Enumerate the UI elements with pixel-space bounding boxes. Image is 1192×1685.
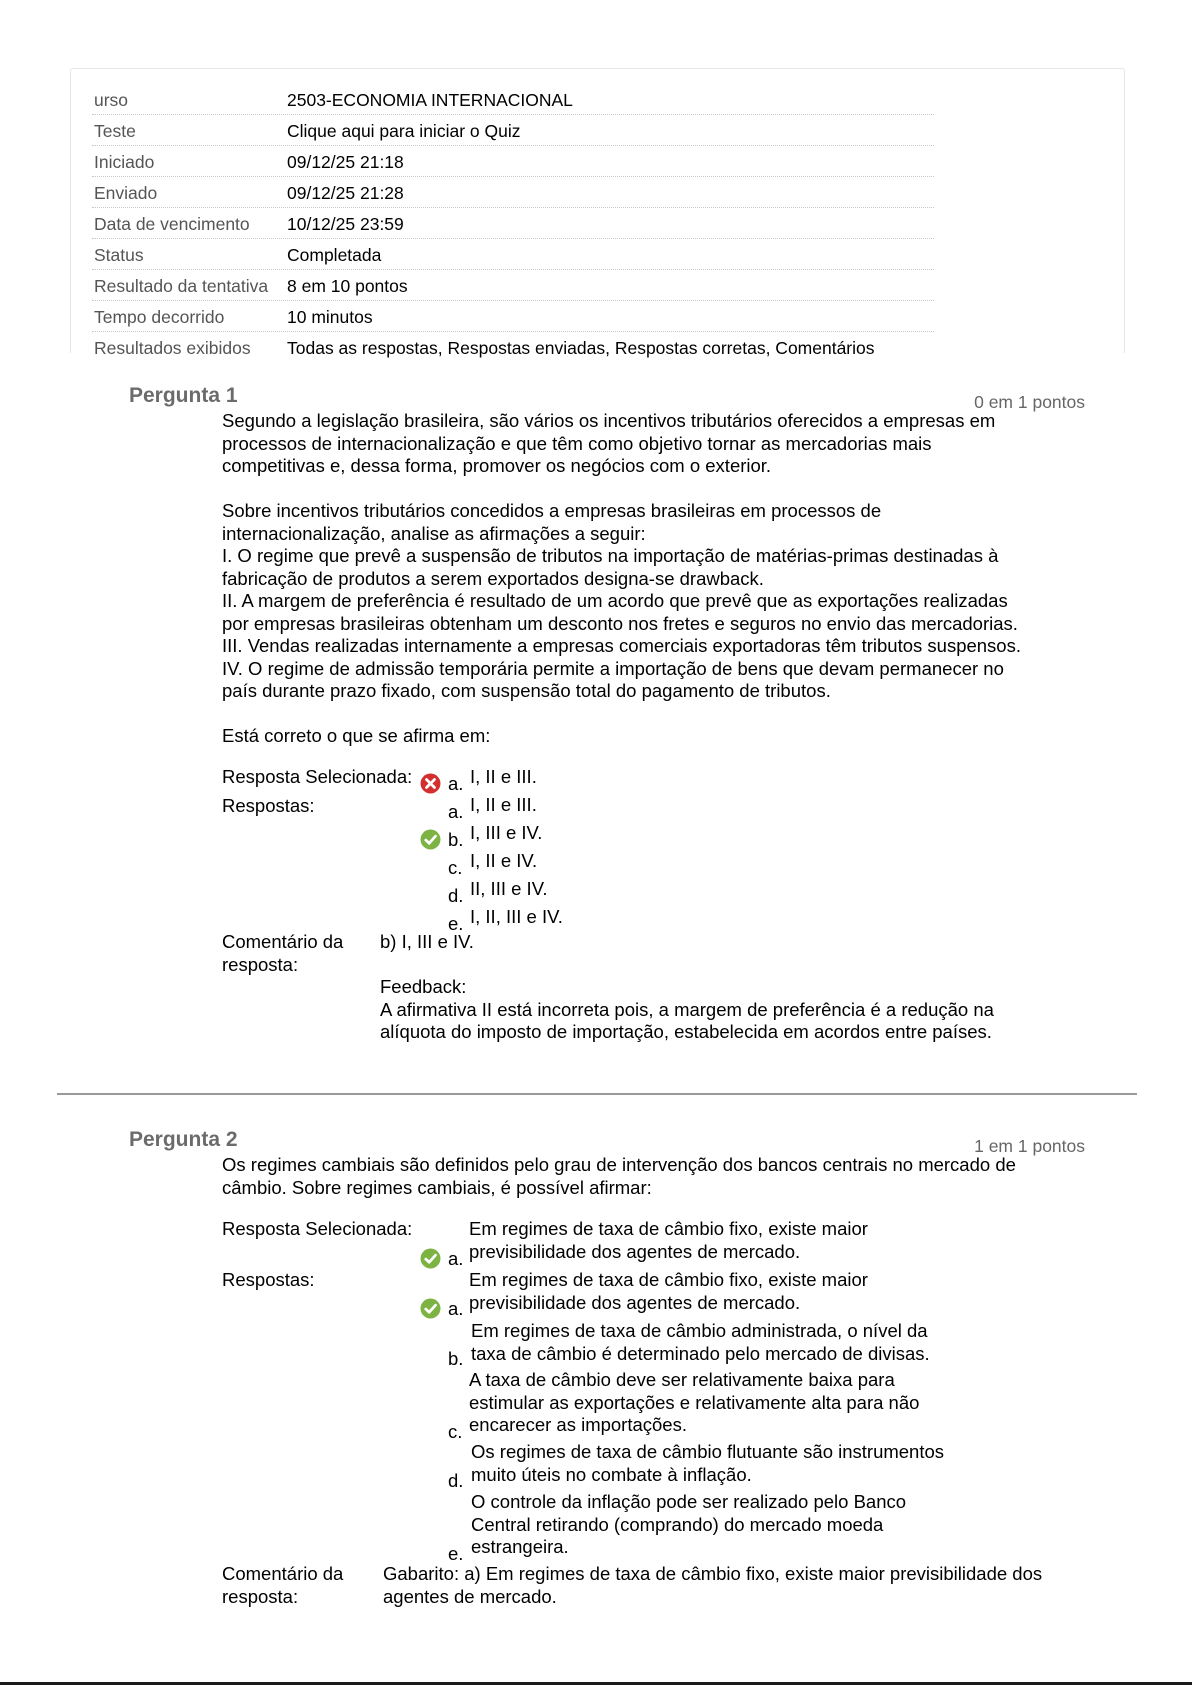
answers-label: Respostas:: [222, 795, 315, 816]
attempt-summary-table: [92, 84, 934, 362]
option-letter: c.: [448, 857, 463, 878]
option-text: I, II e III.: [470, 794, 537, 815]
summary-value: 09/12/25 21:28: [287, 183, 404, 203]
selected-option-text: Em regimes de taxa de câmbio fixo, existe maior previsibilidade dos agentes de mercado.: [469, 1218, 868, 1262]
summary-value: Clique aqui para iniciar o Quiz: [287, 121, 521, 141]
summary-label: Iniciado: [94, 152, 155, 172]
selected-option-letter: a.: [448, 773, 464, 794]
correct-check-icon: [420, 1248, 441, 1269]
answers-label: Respostas:: [222, 1269, 315, 1290]
question-1-text: Segundo a legislação brasileira, são vários os incentivos tributários oferecidos a empresas em processos de internacionalização e que têm como objetivo tornar as mercadorias mais competitivas e, dessa forma, promover os negócios com o exterior. Sobre incentivos tributários concedidos a empresas brasileiras em processos de internacionalização, analise as afirmações a seguir: I. O regime que prevê a suspensão de tributos na importação de matérias-primas destinadas à fabricação de produtos a serem exportados designa-se drawback. II. A margem de preferência é resultado de um acordo que prevê que as exportações realizadas por empresas brasileiras obtenham um desconto nos fretes e seguros no envio das mercadorias. III. Vendas realizadas internamente a empresas comerciais exportadoras têm tributos suspensos. IV. O regime de admissão temporária permite a importação de bens que devam permanecer no país durante prazo fixado, com suspensão total do pagamento de tributos. Está correto o que se afirma em:: [222, 410, 1021, 746]
option-text: I, II, III e IV.: [470, 906, 563, 927]
question-1-feedback: b) I, III e IV. Feedback: A afirmativa II está incorreta pois, a margem de preferência é a redução na alíquota do imposto de importação, estabelecida em acordos entre países.: [380, 931, 994, 1042]
option-letter: d.: [448, 1470, 464, 1491]
summary-value: 8 em 10 pontos: [287, 276, 408, 296]
option-letter: a.: [448, 801, 464, 822]
summary-label: Teste: [94, 121, 136, 141]
option-letter: e.: [448, 1543, 464, 1564]
summary-row-submitted: [92, 177, 934, 208]
summary-value: 10/12/25 23:59: [287, 214, 404, 234]
summary-value: 2503-ECONOMIA INTERNACIONAL: [287, 90, 573, 110]
question-2-title: Pergunta 2: [129, 1128, 238, 1151]
summary-value: 09/12/25 21:18: [287, 152, 404, 172]
option-letter: d.: [448, 885, 464, 906]
summary-row-due-date: [92, 208, 934, 239]
summary-value: 10 minutos: [287, 307, 373, 327]
summary-label: Data de vencimento: [94, 214, 250, 234]
summary-row-course: [92, 84, 934, 115]
summary-row-score: [92, 270, 934, 301]
question-2-points: 1 em 1 pontos: [974, 1136, 1085, 1156]
summary-row-status: [92, 239, 934, 270]
question-divider: [57, 1093, 1137, 1095]
option-letter: c.: [448, 1421, 463, 1442]
question-2-text: Os regimes cambiais são definidos pelo grau de intervenção dos bancos centrais no mercado de câmbio. Sobre regimes cambiais, é possível afirmar:: [222, 1154, 1016, 1198]
question-1-title: Pergunta 1: [129, 384, 238, 407]
option-text: A taxa de câmbio deve ser relativamente baixa para estimular as exportações e relativamente alta para não encarecer as importações.: [469, 1369, 920, 1435]
correct-check-icon: [420, 829, 441, 850]
summary-value: Completada: [287, 245, 382, 265]
option-letter: a.: [448, 1298, 464, 1319]
question-1-points: 0 em 1 pontos: [974, 392, 1085, 412]
question-2-feedback: Gabarito: a) Em regimes de taxa de câmbio fixo, existe maior previsibilidade dos agentes de mercado.: [383, 1563, 1043, 1607]
summary-label: Tempo decorrido: [94, 307, 225, 327]
option-letter: b.: [448, 829, 464, 850]
option-text: I, II e IV.: [470, 850, 538, 871]
summary-label: Enviado: [94, 183, 158, 203]
selected-answer-label: Resposta Selecionada:: [222, 1218, 413, 1239]
option-text: II, III e IV.: [470, 878, 548, 899]
option-text: O controle da inflação pode ser realizado pelo Banco Central retirando (comprando) do mercado moeda estrangeira.: [471, 1491, 907, 1557]
selected-answer-label: Resposta Selecionada:: [222, 766, 413, 787]
incorrect-x-icon: [420, 773, 441, 794]
comment-label: Comentário da resposta:: [222, 931, 344, 975]
summary-label: Resultado da tentativa: [94, 276, 269, 296]
option-text: Em regimes de taxa de câmbio administrada, o nível da taxa de câmbio é determinado pelo mercado de divisas.: [471, 1320, 930, 1364]
summary-row-started: [92, 146, 934, 177]
selected-option-text: I, II e III.: [470, 766, 537, 787]
correct-check-icon: [420, 1298, 441, 1319]
comment-label: Comentário da resposta:: [222, 1563, 344, 1607]
option-text: Em regimes de taxa de câmbio fixo, existe maior previsibilidade dos agentes de mercado.: [469, 1269, 868, 1313]
summary-label: Resultados exibidos: [94, 338, 251, 358]
option-letter: b.: [448, 1348, 464, 1369]
summary-label: urso: [94, 90, 129, 110]
summary-row-elapsed: [92, 301, 934, 332]
selected-option-letter: a.: [448, 1248, 464, 1269]
summary-row-test: [92, 115, 934, 146]
option-letter: e.: [448, 913, 464, 934]
option-text: Os regimes de taxa de câmbio flutuante são instrumentos muito úteis no combate à inflação.: [471, 1441, 945, 1485]
summary-value: Todas as respostas, Respostas enviadas, Respostas corretas, Comentários: [287, 338, 875, 358]
option-text: I, III e IV.: [470, 822, 543, 843]
summary-label: Status: [94, 245, 144, 265]
summary-row-results-shown: [92, 332, 934, 362]
